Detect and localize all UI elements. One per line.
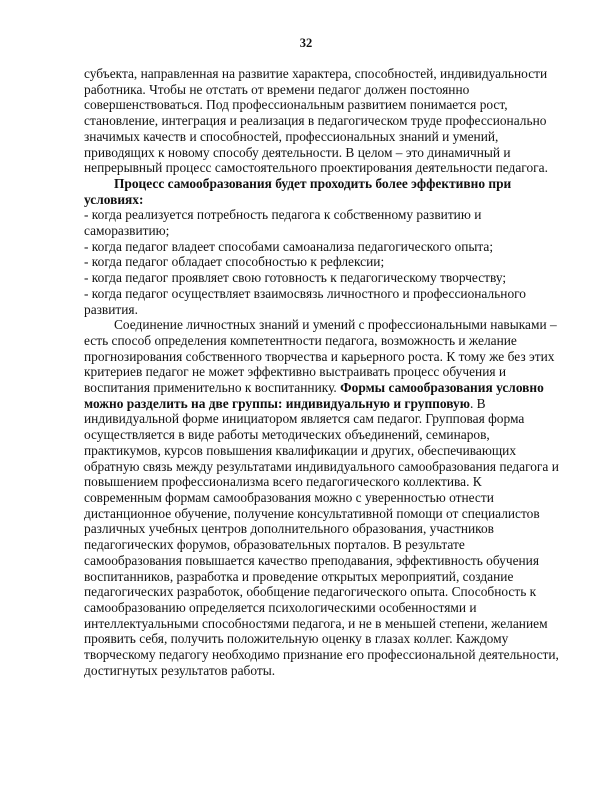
forms-emphasis: Формы самообразования условно можно разделить на две группы: индивидуальную и групповую — [84, 380, 544, 411]
list-item: - когда педагог владеет способами самоанализа педагогического опыта; — [84, 238, 494, 254]
conditions-list — [84, 207, 562, 317]
paragraph-text-start: Соединение личностных знаний и умений с профессиональными навыками – есть способ определения компетентности педагога, возможность и желание прогнозирования собственного творчества и карьерного роста. К тому же без этих критериев педагог не может эффективно выстраивать процесс обучения и воспитания применительно к воспитаннику. — [84, 317, 557, 396]
conditions-heading: Процесс самообразования будет проходить более эффективно при условиях: — [84, 175, 512, 207]
list-item: - когда реализуется потребность педагога к собственному развитию и саморазвитию; — [84, 207, 482, 239]
page-body — [84, 66, 562, 678]
page-number: 32 — [299, 36, 313, 50]
list-item: - когда педагог осуществляет взаимосвязь личностного и профессионального развития. — [84, 285, 527, 317]
paragraph-text-end: . В индивидуальной форме инициатором является сам педагог. Групповая форма осуществляется в виде работы методических объединений, семинаров, практикумов, курсов повышения квалификации и других, обеспечивающих обратную связь между результатами индивидуального самообразования педагога и повышением профессионализма всего педагогического коллектива. К современным формам самообразования можно с уверенностью отнести дистанционное обучение, получение консультативной помощи от специалистов различных учебных центров дополнительного образования, участников педагогических форумов, образовательных порталов. В результате самообразования повышается качество преподавания, эффективность обучения воспитанников, разработка и проведение открытых мероприятий, создание педагогических разработок, обобщение педагогического опыта. Способность к самообразованию определяется психологическими особенностями и интеллектуальными способностями педагога, и не в меньшей степени, желанием проявить себя, получить положительную оценку в глазах коллег. Каждому творческому педагогу необходимо признание его профессиональной деятельности, достигнутых результатов работы. — [84, 395, 559, 678]
list-item: - когда педагог проявляет свою готовность к педагогическому творчеству; — [84, 270, 507, 286]
paragraph-self-education-forms — [84, 317, 562, 678]
list-item: - когда педагог обладает способностью к рефлексии; — [84, 254, 385, 270]
paragraph-professional-development: субъекта, направленная на развитие характера, способностей, индивидуальности работника. Чтобы не отстать от времени педагог должен постоянно совершенствоваться. Под профессиональным развитием понимается рост, становление, интеграция и реализация в педагогическом труде профессионально значимых качеств и способностей, профессиональных знаний и умений, приводящих к новому способу деятельности. В целом – это динамичный и непрерывный процесс самостоятельного проектирования деятельности педагога. — [84, 66, 548, 176]
